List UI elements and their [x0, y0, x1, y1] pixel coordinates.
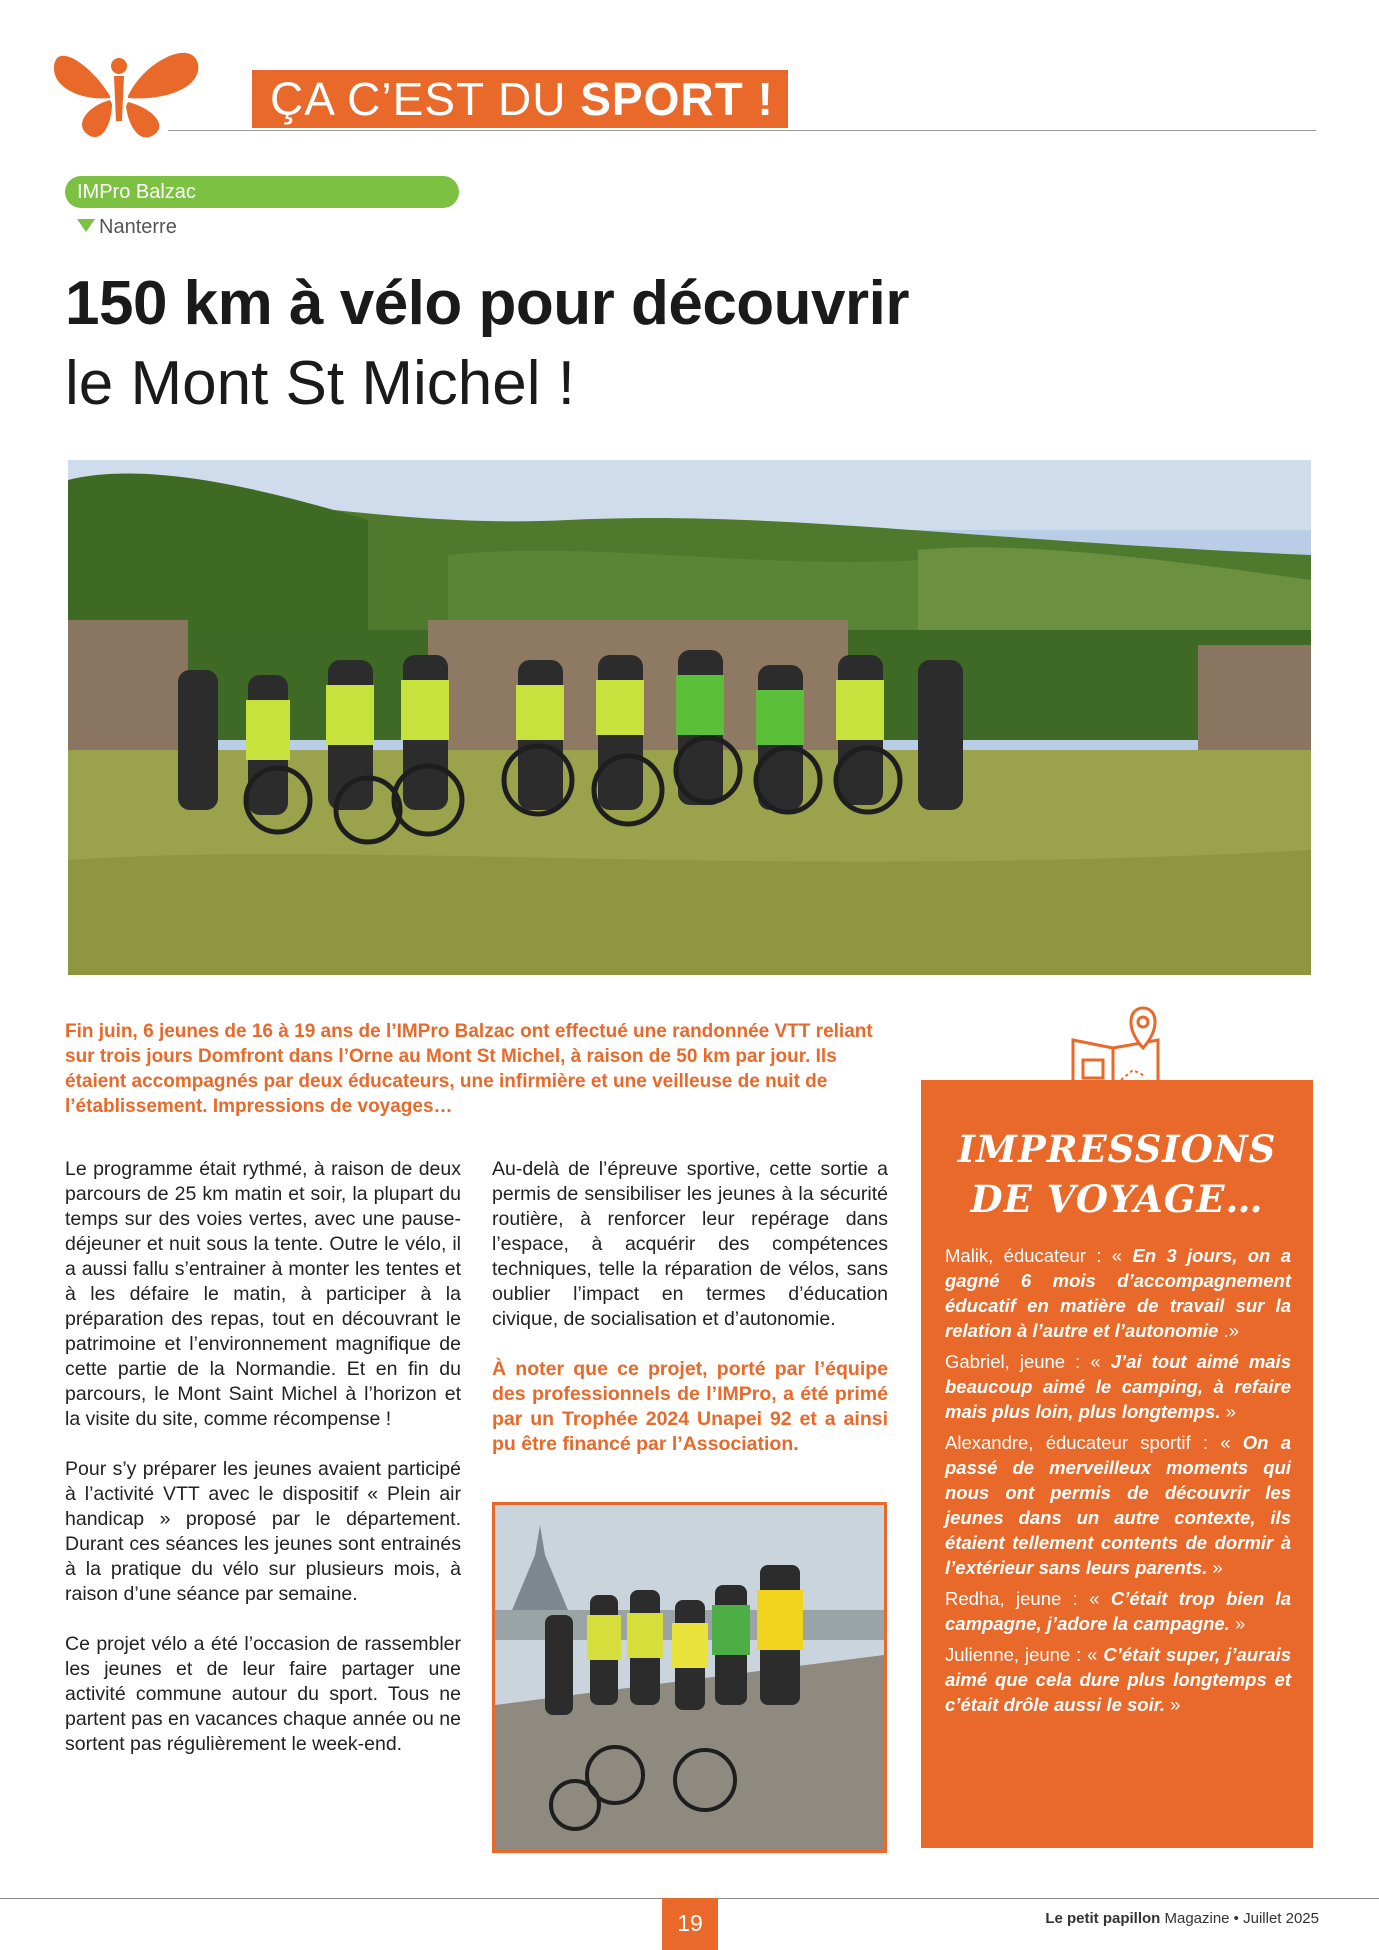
establishment-tag: IMPro Balzac: [65, 176, 459, 208]
quote-text: C’était super, j’aurais aimé que cela dure plus longtemps et c’était drôle aussi le soir.: [945, 1644, 1292, 1715]
quote-close: .»: [1218, 1320, 1240, 1341]
quote-text: J’ai tout aimé mais beaucoup aimé le camping, à refaire mais plus loin, plus longtemps.: [945, 1351, 1291, 1422]
quote-item: [945, 1243, 1291, 1343]
quote-item: [945, 1586, 1291, 1636]
quote-item: [945, 1430, 1291, 1580]
city-tag: [77, 215, 177, 239]
butterfly-icon: [52, 26, 202, 146]
section-bold: SPORT !: [580, 73, 774, 125]
intro-paragraph: Fin juin, 6 jeunes de 16 à 19 ans de l’IMPro Balzac ont effectué une randonnée VTT reliant sur trois jours Domfront dans l’Orne au Mont St Michel, à raison de 50 km par jour. Ils étaient accompagnés par deux éducateurs, une infirmière et une veilleuse de nuit de l’établissement. Impressions de voyages…: [65, 1021, 873, 1117]
triangle-down-icon: [77, 219, 95, 232]
quote-speaker: Malik, éducateur : «: [945, 1245, 1133, 1266]
quote-close: »: [1207, 1557, 1223, 1578]
header-rule: [168, 130, 1316, 131]
quote-item: [945, 1642, 1291, 1717]
impressions-sidebar: [921, 1080, 1313, 1848]
quote-close: »: [1220, 1401, 1236, 1422]
body-paragraph: Au-delà de l’épreuve sportive, cette sortie a permis de sensibiliser les jeunes à la sécurité routière, à renforcer leur repérage dans l’espace, à acquérir des compétences techniques, telle la réparation de vélos, sans oublier l’impact en termes d’éducation civique, de socialisation et d’autonomie.: [492, 1158, 888, 1330]
body-paragraph: Le programme était rythmé, à raison de deux parcours de 25 km matin et soir, la plupart du temps sur des voies vertes, avec une pause-déjeuner et nuit sous la tente. Outre le vélo, il a aussi fallu s’entrainer à monter les tentes et à les défaire le matin, à participer à la préparation des repas, tout en découvrant le patrimoine et l’environnement magnifique de cette partie de la Normandie. Et en fin du parcours, le Mont Saint Michel à l’horizon et la visite du site, comme récompense !: [65, 1158, 461, 1430]
quote-text: On a passé de merveilleux moments qui nous ont permis de découvrir les jeunes dans un autre contexte, ils étaient tellement contents de dormir à l’extérieur sans leurs parents.: [945, 1432, 1292, 1578]
quote-item: [945, 1349, 1291, 1424]
sidebar-title: [921, 1124, 1313, 1224]
highlight-paragraph: À noter que ce projet, porté par l’équipe des professionnels de l’IMPro, a été primé par un Trophée 2024 Unapei 92 et a ainsi pu être financé par l’Association.: [492, 1358, 888, 1455]
quote-speaker: Alexandre, éducateur sportif : «: [945, 1432, 1243, 1453]
footer-magazine: [1045, 1910, 1319, 1927]
quote-speaker: Gabriel, jeune : «: [945, 1351, 1111, 1372]
sidebar-title-line1: IMPRESSIONS: [957, 1127, 1277, 1171]
quote-text: En 3 jours, on a gagné 6 mois d’accompagnement éducatif en matière de travail sur la relation à l’autre et l’autonomie: [945, 1245, 1291, 1341]
quote-text: C’était trop bien la campagne, j’adore la campagne.: [945, 1588, 1291, 1634]
quotes-list: [945, 1243, 1291, 1723]
section-banner: [252, 70, 788, 128]
quote-close: »: [1229, 1613, 1246, 1634]
quote-speaker: Redha, jeune : «: [945, 1588, 1111, 1609]
body-paragraph: Pour s’y préparer les jeunes avaient participé à l’activité VTT avec le dispositif « Plein air handicap » proposé par le département. Durant ces séances les jeunes sont entrainés à la pratique du vélo sur plusieurs mois, à raison d’une séance par semaine.: [65, 1458, 461, 1605]
article-title: 150 km à vélo pour découvrir: [65, 269, 910, 338]
quote-close: »: [1165, 1694, 1181, 1715]
sidebar-title-line2: DE VOYAGE…: [970, 1177, 1264, 1221]
body-paragraph: Ce projet vélo a été l’occasion de rassembler les jeunes et de leur faire partager une activité commune autour du sport. Tous ne partent pas en vacances chaque année ou ne sortent pas régulièrement le week-end.: [65, 1633, 461, 1755]
group-cyclists-photo: [68, 460, 1311, 975]
mont-saint-michel-photo: [492, 1502, 887, 1853]
magazine-issue: Magazine • Juillet 2025: [1160, 1910, 1319, 1927]
magazine-name: Le petit papillon: [1045, 1910, 1161, 1927]
quote-speaker: Julienne, jeune : «: [945, 1644, 1104, 1665]
body-column-1: [65, 1157, 461, 1782]
city-label: Nanterre: [99, 216, 177, 238]
article-subtitle: le Mont St Michel !: [65, 349, 575, 418]
body-column-2: [492, 1157, 888, 1482]
section-prefix: ÇA C’EST DU: [270, 73, 581, 125]
page-number: 19: [662, 1898, 718, 1950]
